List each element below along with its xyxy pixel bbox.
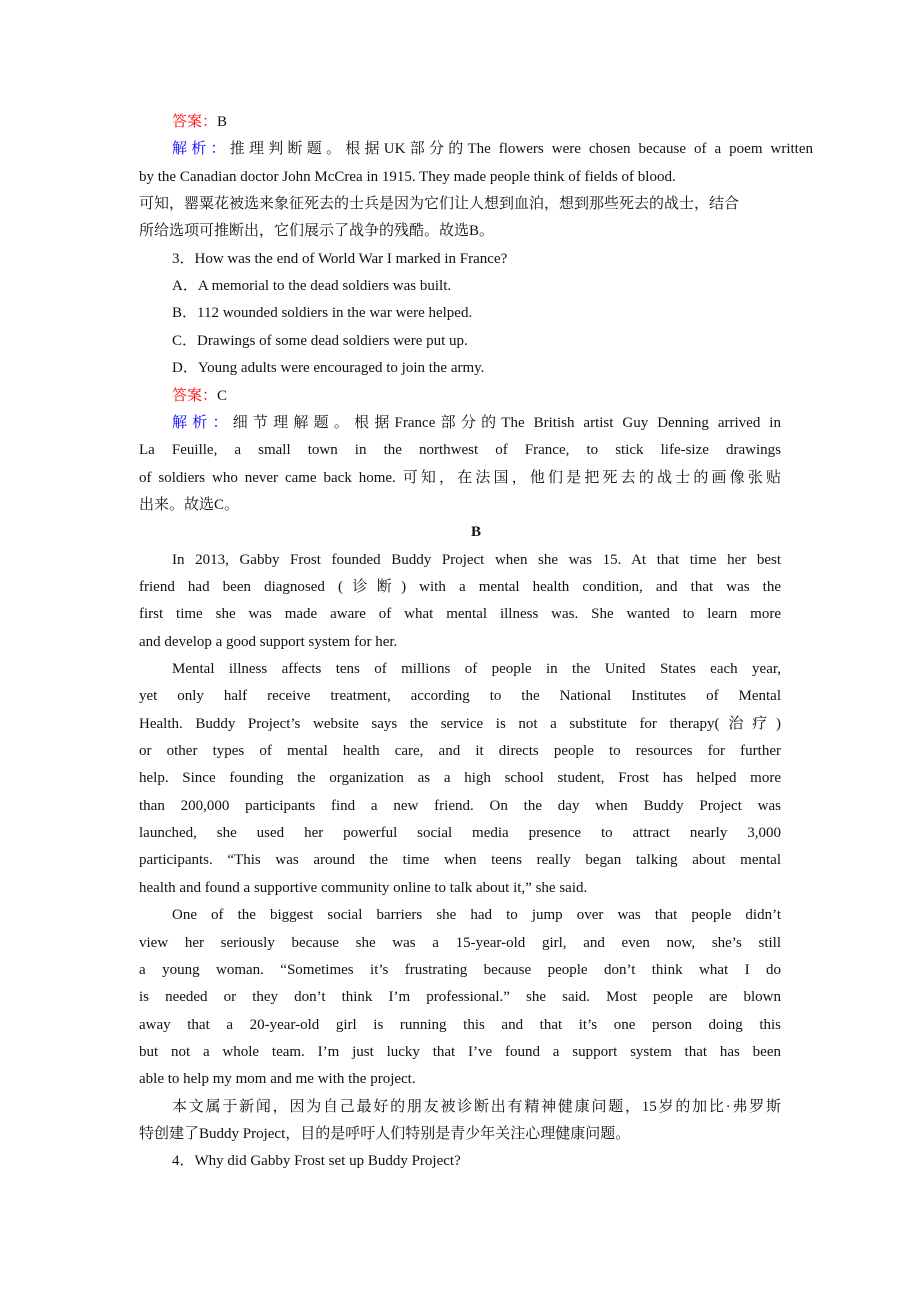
line-text: 3．How was the end of World War I marked in France? xyxy=(172,250,508,267)
line-text: by the Canadian doctor John McCrea in 1915. They made people think of fields of blood. xyxy=(139,168,676,185)
line-text: Mental illness affects tens of millions of people in the United States each year, xyxy=(172,661,781,677)
line-text: but not a whole team. I’m just lucky that I’ve found a support system that has been xyxy=(139,1043,781,1060)
analysis-line xyxy=(139,193,781,215)
analysis-line xyxy=(139,467,781,489)
line-text: a young woman. “Sometimes it’s frustrating because people don’t think what I do xyxy=(139,961,781,978)
analysis-label: 解析： xyxy=(172,141,230,158)
line-text: C xyxy=(217,387,228,404)
analysis-line xyxy=(139,166,781,188)
answer-label: 答案： xyxy=(172,387,218,404)
answer-line xyxy=(172,111,781,133)
line-text: In 2013, Gabby Frost founded Buddy Project when she was 15. At that time her best xyxy=(172,551,781,568)
line-text: B xyxy=(217,114,228,130)
line-text: 特创建了Buddy Project，目的是呼吁人们特别是青少年关注心理健康问题。 xyxy=(139,1125,631,1142)
passage-line xyxy=(172,1096,781,1118)
passage-line xyxy=(139,877,781,899)
analysis-line xyxy=(172,138,813,160)
analysis-line xyxy=(139,220,781,242)
line-text: and develop a good support system for her. xyxy=(139,633,398,650)
analysis-line xyxy=(139,439,781,461)
line-text: participants. “This was around the time when teens really began talking about mental xyxy=(139,852,781,869)
line-text: or other types of mental health care, and it directs people to resources for further xyxy=(139,743,781,760)
passage-line xyxy=(139,603,781,625)
line-text: view her seriously because she was a 15-year-old girl, and even now, she’s still xyxy=(139,934,781,951)
line-text: yet only half receive treatment, according to the National Institutes of Mental xyxy=(139,688,781,705)
passage-line xyxy=(139,685,781,707)
passage-line xyxy=(139,986,781,1008)
passage-line xyxy=(139,740,781,762)
line-text: C．Drawings of some dead soldiers were put up. xyxy=(172,332,468,349)
line-text: B xyxy=(470,524,481,541)
question-line xyxy=(172,248,781,270)
line-text: of soldiers who never came back home. 可知，在法国，他们是把死去的战士的画像张贴 xyxy=(139,469,781,486)
passage-line xyxy=(139,959,781,981)
answer-line xyxy=(172,385,781,407)
line-text: than 200,000 participants find a new friend. On the day when Buddy Project was xyxy=(139,797,781,814)
passage-line xyxy=(139,1068,781,1090)
passage-line xyxy=(172,658,781,680)
line-text: able to help my mom and me with the project. xyxy=(139,1071,416,1088)
option-line xyxy=(172,275,781,297)
passage-line xyxy=(172,549,781,571)
option-line xyxy=(172,302,781,324)
line-text: One of the biggest social barriers she had to jump over was that people didn’t xyxy=(172,907,781,924)
line-text: help. Since founding the organization as a high school student, Frost has helped more xyxy=(139,770,781,787)
line-text: friend had been diagnosed (诊断) with a mental health condition, and that was the xyxy=(139,578,781,595)
option-line xyxy=(172,357,781,379)
line-text: D．Young adults were encouraged to join the army. xyxy=(172,360,485,377)
passage-line xyxy=(139,576,781,598)
line-text: 细节理解题。根据France部分的The British artist Guy Denning arrived in xyxy=(232,414,781,431)
analysis-line xyxy=(172,412,781,434)
passage-line xyxy=(139,932,781,954)
passage-line xyxy=(139,849,781,871)
answer-label: 答案： xyxy=(172,114,218,130)
passage-line xyxy=(139,1123,781,1145)
passage-line xyxy=(172,904,781,926)
line-text: 可知，罂粟花被选来象征死去的士兵是因为它们让人想到血泊，想到那些死去的战士，结合 xyxy=(139,196,740,213)
line-text: launched, she used her powerful social media presence to attract nearly 3,000 xyxy=(139,825,781,842)
question-line xyxy=(172,1150,781,1172)
line-text: 所给选项可推断出，它们展示了战争的残酷。故选B。 xyxy=(139,223,495,240)
line-text: 4．Why did Gabby Frost set up Buddy Project? xyxy=(172,1153,461,1170)
line-text: 出来。故选C。 xyxy=(139,496,240,513)
line-text: 本文属于新闻，因为自己最好的朋友被诊断出有精神健康问题，15岁的加比·弗罗斯 xyxy=(172,1098,781,1115)
analysis-line xyxy=(139,494,781,516)
option-line xyxy=(172,330,781,352)
line-text: B．112 wounded soldiers in the war were helped. xyxy=(172,305,473,322)
line-text: 推理判断题。根据UK部分的The flowers were chosen because of a poem written xyxy=(229,141,813,158)
line-text: A．A memorial to the dead soldiers was built. xyxy=(172,278,452,295)
line-text: health and found a supportive community online to talk about it,” she said. xyxy=(139,879,588,896)
line-text: first time she was made aware of what mental illness was. She wanted to learn more xyxy=(139,606,781,623)
line-text: La Feuille, a small town in the northwest of France, to stick life-size drawings xyxy=(139,442,781,459)
passage-line xyxy=(139,1041,781,1063)
passage-line xyxy=(139,767,781,789)
passage-line xyxy=(139,1014,781,1036)
line-text: away that a 20-year-old girl is running this and that it’s one person doing this xyxy=(139,1016,781,1033)
section-title xyxy=(0,521,920,543)
analysis-label: 解析： xyxy=(172,414,233,431)
passage-line xyxy=(139,631,781,653)
line-text: is needed or they don’t think I’m professional.” she said. Most people are blown xyxy=(139,989,781,1006)
passage-line xyxy=(139,795,781,817)
passage-line xyxy=(139,713,781,735)
line-text: Health. Buddy Project’s website says the service is not a substitute for therapy(治疗) xyxy=(139,715,781,732)
passage-line xyxy=(139,822,781,844)
